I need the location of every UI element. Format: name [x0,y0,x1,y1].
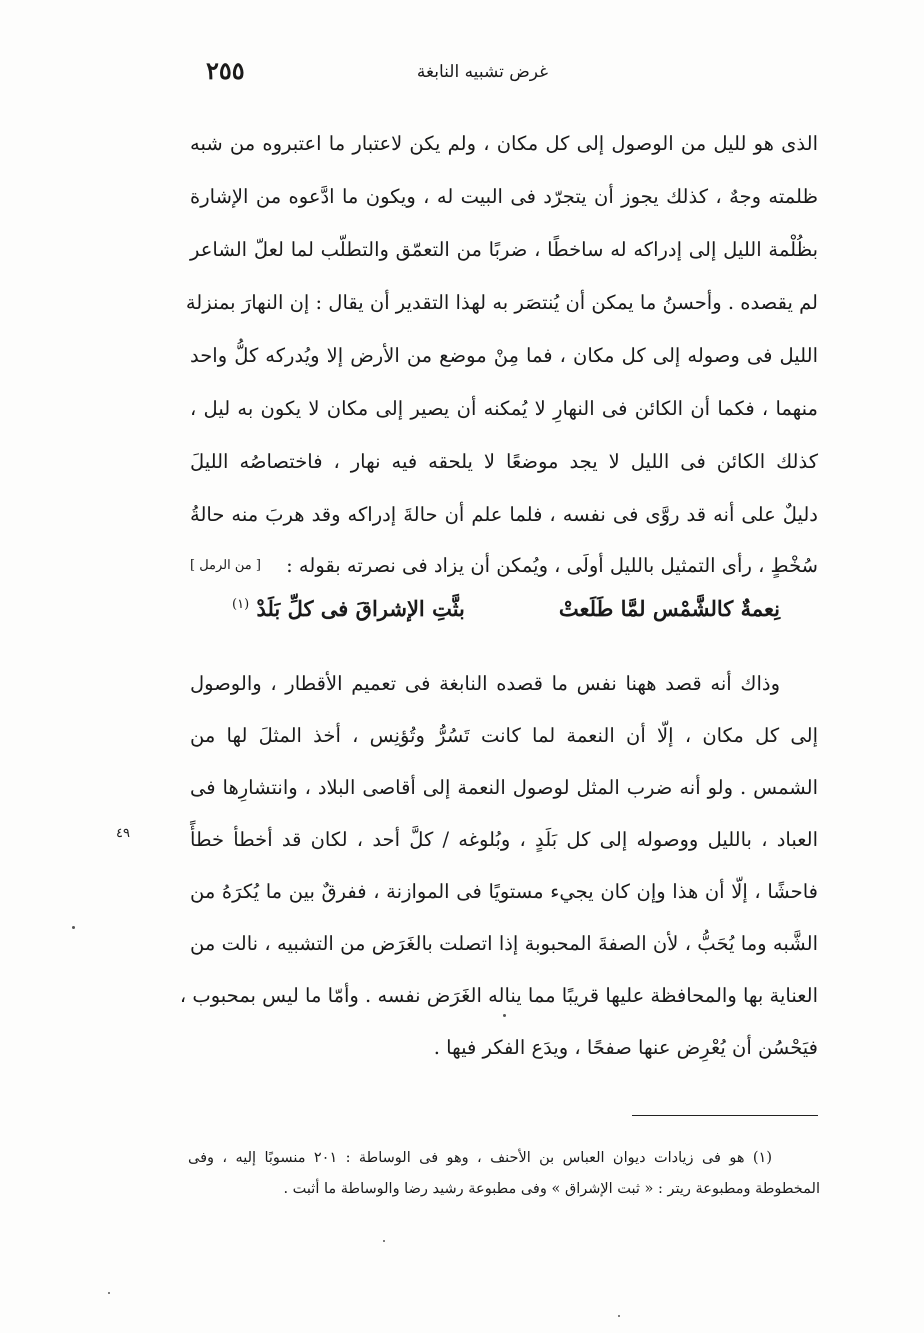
text-line: كذلك الكائن فى الليل لا يجد موضعًا لا يلحقه فيه نهار ، فاختصاصُه الليلَ [190,450,818,473]
text-line: الذى هو لليل من الوصول إلى كل مكان ، ولم يكن لاعتبار ما اعتبروه من شبه [190,132,818,155]
verse-hemistich-first: نِعمةٌ كالشَّمْس لمَّا طَلَعتْ [558,596,780,621]
text-line: الشمس . ولو أنه ضرب المثل لوصول النعمة إلى أقاصى البلاد ، وانتشارِها فى [190,776,818,799]
footnote-marker[interactable]: (١) [232,597,250,612]
text-line: دليلٌ على أنه قد روَّى فى نفسه ، فلما علم أن حالةَ إدراكه وقد هربَ منه حالةُ [190,503,818,526]
scan-speck [108,1292,110,1294]
footnote-separator [632,1115,818,1116]
running-title: غرض تشبيه النابغة [416,62,549,82]
text-line: فيَحْسُن أن يُعْرِض عنها صفحًا ، ويدَع الفكر فيها . [433,1036,818,1059]
meter-label: [ من الرمل ] [190,558,261,573]
text-line: ظلمته وجهٌ ، كذلك يجوز أن يتجرّد فى البيت له ، ويكون ما ادَّعوه من الإشارة [190,185,818,208]
text-line: الشَّبه وما يُحَبُّ ، لأن الصفةَ المحبوبة إذا اتصلت بالغَرَض من التشبيه ، نالت من [190,932,818,955]
text-line: بظُلْمة الليل إلى إدراكه له ساخطًا ، ضربًا من التعمّق والتطلّب لما لعلّ الشاعر [190,238,818,261]
text-line: إلى كل مكان ، إلّا أن النعمة لما كانت تَسُرُّ وتُؤنِس ، أخذ المثلَ لها من [190,724,818,747]
verse-hemistich-second [232,596,465,621]
scan-speck [618,1315,620,1317]
text-line: وذاك أنه قصد ههنا نفس ما قصده النابغة فى تعميم الأقطار ، والوصول [190,672,780,695]
scan-speck [72,926,75,929]
text-line: لم يقصده . وأحسنُ ما يمكن أن يُنتصَر به لهذا التقدير أن يقال : إن النهارَ بمنزلة [185,291,818,314]
paragraph-2 [179,672,818,1072]
footnote-line: المخطوطة ومطبوعة ريتر : « ثبت الإشراق » وفى مطبوعة رشيد رضا والوساطة ما أثبت . [283,1181,820,1197]
text-line: العناية بها والمحافظة عليها قريبًا مما يناله الغَرَض نفسه . وأمّا ما ليس بمحبوب ، [179,984,818,1007]
text-line: منهما ، فكما أن الكائن فى النهارِ لا يُمكنه أن يصير إلى مكان لا يكون به ليل ، [190,397,818,420]
scan-speck [503,1014,506,1017]
footnote-line: (١) هو فى زيادات ديوان العباس بن الأحنف ، وهو فى الوساطة : ٢٠١ منسوبًا إليه ، وفى [188,1150,772,1166]
scan-speck [383,1240,385,1242]
paragraph-1 [185,132,818,552]
text-line: الليل فى وصوله إلى كل مكان ، فما مِنْ موضع من الأرض إلا ويُدركه كلُّ واحد [190,344,818,367]
page-number: ٢٥٥ [206,56,245,85]
margin-reference-number: ٤٩ [116,826,130,841]
verse-line [232,596,780,628]
text-line: فاحشًا ، إلّا أن هذا وإن كان يجيء مستويًا فى الموازنة ، ففرقٌ بين ما يُكرَهُ من [190,880,818,903]
verse-hemistich-second-text: بثَّتِ الإشراقَ فى كلِّ بَلَدْ [256,596,465,621]
paragraph-1-final-line [286,554,818,582]
text-line: سُخْطٍ ، رأى التمثيل بالليل أولَى ، ويُمكن أن يزاد فى نصرته بقوله : [286,554,818,577]
text-line: العباد ، بالليل ووصوله إلى كل بَلَدٍ ، وبُلوغه / كلَّ أحد ، لكان قد أخطأ خطأً [190,828,818,851]
